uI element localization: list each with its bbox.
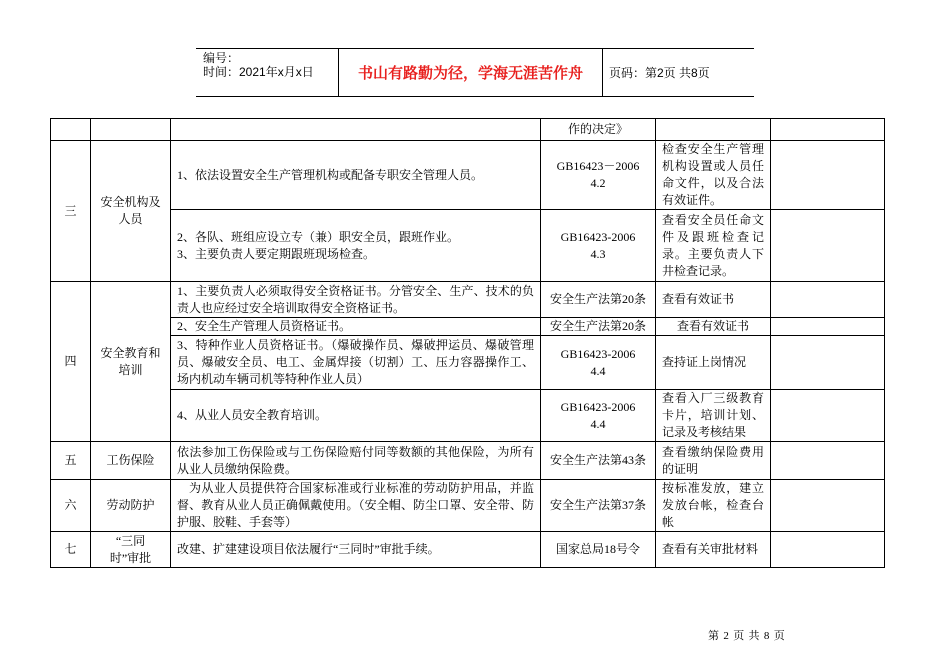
remark-cell xyxy=(771,119,885,141)
requirement-line: 依法参加工伤保险或与工伤保险赔付同等数额的其他保险，为所有从业人员缴纳保险费。 xyxy=(177,444,534,476)
remark-cell xyxy=(771,442,885,480)
check-method-text xyxy=(656,119,771,141)
check-method-text: 查看有效证书 xyxy=(656,318,771,336)
remark-cell xyxy=(771,141,885,210)
table-row xyxy=(51,119,885,141)
requirement-text xyxy=(171,141,541,210)
motto-text: 书山有路勤为径，学海无涯苦作舟 xyxy=(357,65,583,82)
basis-text xyxy=(541,390,656,442)
check-method-text: 查看入厂三级教育卡片，培训计划、记录及考核结果 xyxy=(656,390,771,442)
requirement-line: 改建、扩建建设项目依法履行“三同时”审批手续。 xyxy=(177,542,440,556)
table-row xyxy=(51,141,885,210)
requirement-line: 1、主要负责人必须取得安全资格证书。分管安全、生产、技术的负责人也应经过安全培训取得安全资格证书。 xyxy=(177,283,534,315)
table-row xyxy=(51,390,885,442)
requirement-text xyxy=(171,480,541,532)
basis-standard: GB16423－2006 xyxy=(556,159,640,173)
basis-text xyxy=(541,336,656,390)
basis-standard: GB16423-2006 xyxy=(560,229,636,244)
basis-standard: GB16423-2006 xyxy=(560,346,636,361)
section-category xyxy=(91,532,171,568)
requirement-text xyxy=(171,532,541,568)
table-row xyxy=(51,318,885,336)
requirement-text xyxy=(171,442,541,480)
basis-clause: 4.2 xyxy=(590,176,606,190)
basis-clause: 4.4 xyxy=(590,416,606,431)
section-category: 安全教育和培训 xyxy=(91,282,171,442)
basis-clause: 4.3 xyxy=(590,246,606,261)
basis-text: 安全生产法第43条 xyxy=(541,442,656,480)
section-category-label: “三同时”审批 xyxy=(109,533,152,565)
requirement-line: 为从业人员提供符合国家标准或行业标准的劳动防护用品，并监督、教育从业人员正确佩戴使用。（安全帽、防尘口罩、安全带、防护服、胶鞋、手套等） xyxy=(177,481,534,529)
section-number: 五 xyxy=(51,442,91,480)
basis-standard: GB16423-2006 xyxy=(560,399,636,414)
section-number: 六 xyxy=(51,480,91,532)
requirement-text xyxy=(171,282,541,318)
remark-cell xyxy=(771,390,885,442)
basis-text: 安全生产法第37条 xyxy=(541,480,656,532)
check-method-text: 查持证上岗情况 xyxy=(656,336,771,390)
document-date-label: 时间：2021年x月x日 xyxy=(203,65,314,79)
requirement-line: 2、安全生产管理人员资格证书。 xyxy=(177,319,352,333)
requirement-line: 3、特种作业人员资格证书。（爆破操作员、爆破押运员、爆破管理员、爆破安全员、电工、金属焊接（切割）工、压力容器操作工、场内机动车辆司机等特种作业人员） xyxy=(177,338,534,386)
requirement-text xyxy=(171,336,541,390)
table-row xyxy=(51,336,885,390)
requirement-text xyxy=(171,119,541,141)
remark-cell xyxy=(771,480,885,532)
basis-text: 作的决定》 xyxy=(541,119,656,141)
requirement-line: 1、依法设置安全生产管理机构或配备专职安全管理人员。 xyxy=(177,167,484,182)
remark-cell xyxy=(771,318,885,336)
header-page-cell xyxy=(603,49,754,96)
remark-cell xyxy=(771,532,885,568)
table-row xyxy=(51,480,885,532)
basis-text xyxy=(541,141,656,210)
section-category: 工伤保险 xyxy=(91,442,171,480)
check-method-text: 按标准发放，建立发放台帐，检查台帐 xyxy=(656,480,771,532)
requirement-text xyxy=(171,318,541,336)
basis-text: 安全生产法第20条 xyxy=(541,318,656,336)
table-row xyxy=(51,282,885,318)
section-category: 安全机构及人员 xyxy=(91,141,171,282)
table-row xyxy=(51,442,885,480)
page-indicator: 页码：第2页 共8页 xyxy=(609,66,710,80)
footer-page-number: 第 2 页 共 8 页 xyxy=(708,630,786,642)
basis-clause: 4.4 xyxy=(590,363,606,378)
basis-text xyxy=(541,210,656,282)
remark-cell xyxy=(771,210,885,282)
check-method-text: 查看缴纳保险费用的证明 xyxy=(656,442,771,480)
inspection-table xyxy=(50,118,885,568)
check-method-text: 查看安全员任命文件及跟班检查记录。主要负责人下井检查记录。 xyxy=(656,210,771,282)
basis-text: 安全生产法第20条 xyxy=(541,282,656,318)
section-number xyxy=(51,119,91,141)
requirement-text xyxy=(171,390,541,442)
requirement-line: 2、各队、班组应设立专（兼）职安全员，跟班作业。 xyxy=(177,229,460,244)
page-footer xyxy=(708,629,786,643)
section-category xyxy=(91,119,171,141)
section-number: 三 xyxy=(51,141,91,282)
page-header xyxy=(196,48,754,97)
basis-text: 国家总局18号令 xyxy=(541,532,656,568)
header-motto-cell xyxy=(339,49,603,96)
check-method-text: 检查安全生产管理机构设置或人员任命文件，以及合法有效证件。 xyxy=(656,141,771,210)
section-category: 劳动防护 xyxy=(91,480,171,532)
header-meta-cell xyxy=(196,49,339,96)
requirement-text xyxy=(171,210,541,282)
table-row xyxy=(51,210,885,282)
table-row xyxy=(51,532,885,568)
section-number: 四 xyxy=(51,282,91,442)
remark-cell xyxy=(771,282,885,318)
check-method-text: 查看有关审批材料 xyxy=(656,532,771,568)
remark-cell xyxy=(771,336,885,390)
document-number-label: 编号： xyxy=(203,51,240,65)
section-number: 七 xyxy=(51,532,91,568)
requirement-line: 3、主要负责人要定期跟班现场检查。 xyxy=(177,246,376,261)
requirement-line: 4、从业人员安全教育培训。 xyxy=(177,408,328,422)
check-method-text: 查看有效证书 xyxy=(656,282,771,318)
